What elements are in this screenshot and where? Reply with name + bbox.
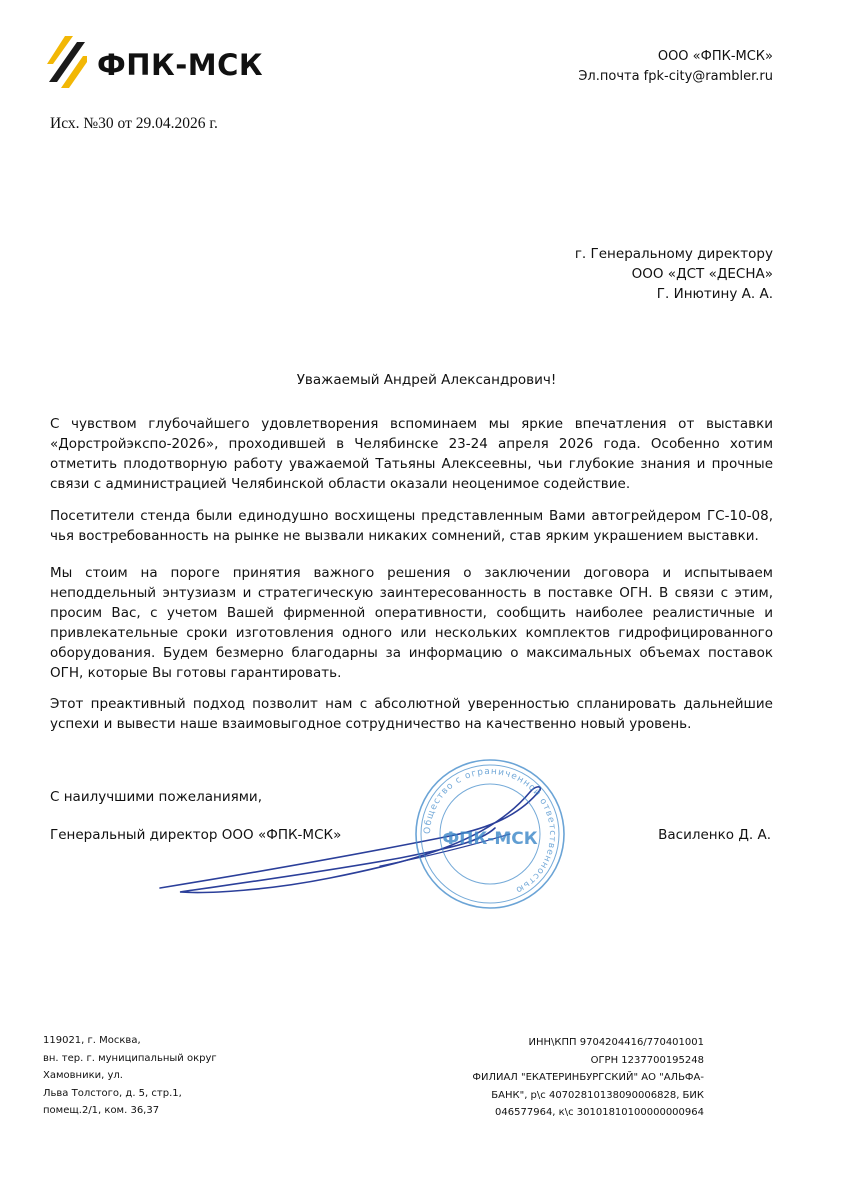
outgoing-reference: Исх. №30 от 29.04.2026 г.: [50, 115, 218, 132]
seal-ring-text: Общество с ограниченной ответственностью: [422, 766, 558, 896]
company-logo: [47, 36, 267, 96]
company-email: Эл.почта fpk-city@rambler.ru: [578, 69, 773, 84]
address-line-5: помещ.2/1, ком. 36,37: [43, 1105, 160, 1116]
recipient-line-3: Г. Инютину А. А.: [656, 286, 773, 302]
recipient-line-1: г. Генеральному директору: [574, 246, 773, 262]
logo-mark-icon: [47, 36, 87, 92]
logo-text: ФПК-МСК: [97, 48, 264, 82]
body-paragraph-3: Мы стоим на пороге принятия важного решения о заключении договора и испытываем неподдельный энтузиазм и стратегическую заинтересованность в поставке ОГН. В связи с этим, просим Вас, с учетом Вашей фирменной оперативности, сообщить наиболее реалистичные и привлекательные сроки изготовления одного или нескольких комплектов гидрофицированного оборудования. Будем безмерно благодарны за информацию о максимальных объемах поставок ОГН, которые Вы готовы гарантировать.: [50, 565, 773, 681]
recipient-block: [575, 244, 773, 304]
requisites-line-4: БАНК", р\с 40702810138090006828, БИК: [491, 1089, 704, 1101]
body-paragraph-2: Посетители стенда были единодушно восхищены представленным Вами автогрейдером ГС-10-08, чья востребованность на рынке не вызвали никаких сомнений, став ярким украшением выставки.: [50, 508, 773, 544]
signer-name: Василенко Д. А.: [658, 827, 771, 843]
body-paragraph-1: С чувством глубочайшего удовлетворения вспоминаем мы яркие впечатления от выставки «Дорстройэкспо-2026», проходившей в Челябинске 23-24 апреля 2026 года. Особенно хотим отметить плодотворную работу уважаемой Татьяны Алексеевны, чьи глубокие знания и прочные связи с администрацией Челябинской области оказали неоценимое содействие.: [50, 416, 773, 492]
address-line-4: Льва Толстого, д. 5, стр.1,: [43, 1087, 182, 1099]
address-line-2: вн. тер. г. муниципальный округ: [43, 1052, 217, 1064]
requisites-line-1: ИНН\КПП 9704204416/770401001: [528, 1037, 704, 1048]
company-name: ООО «ФПК-МСК»: [657, 49, 773, 64]
requisites-line-2: ОГРН 1237700195248: [590, 1054, 704, 1066]
address-line-1: 119021, г. Москва,: [43, 1035, 141, 1046]
footer-address: [43, 1032, 217, 1120]
footer-requisites: [472, 1034, 704, 1122]
requisites-line-5: 046577964, к\с 30101810100000000964: [495, 1107, 704, 1118]
company-seal: [412, 756, 568, 912]
signer-title: Генеральный директор ООО «ФПК-МСК»: [50, 827, 342, 843]
body-paragraph-4: Этот преактивный подход позволит нам с абсолютной уверенностью спланировать дальнейшие успехи и вывести наше взаимовыгодное сотрудничество на качественно новый уровень.: [50, 696, 773, 732]
greeting: Уважаемый Андрей Александрович!: [296, 372, 557, 388]
address-line-3: Хамовники, ул.: [43, 1070, 123, 1081]
seal-center-text: ФПК-МСК: [442, 829, 538, 849]
requisites-line-3: ФИЛИАЛ "ЕКАТЕРИНБУРГСКИЙ" АО "АЛЬФА-: [472, 1072, 704, 1083]
company-contact-block: [578, 47, 773, 87]
closing-phrase: С наилучшими пожеланиями,: [50, 789, 262, 805]
recipient-line-2: ООО «ДСТ «ДЕСНА»: [631, 266, 773, 282]
